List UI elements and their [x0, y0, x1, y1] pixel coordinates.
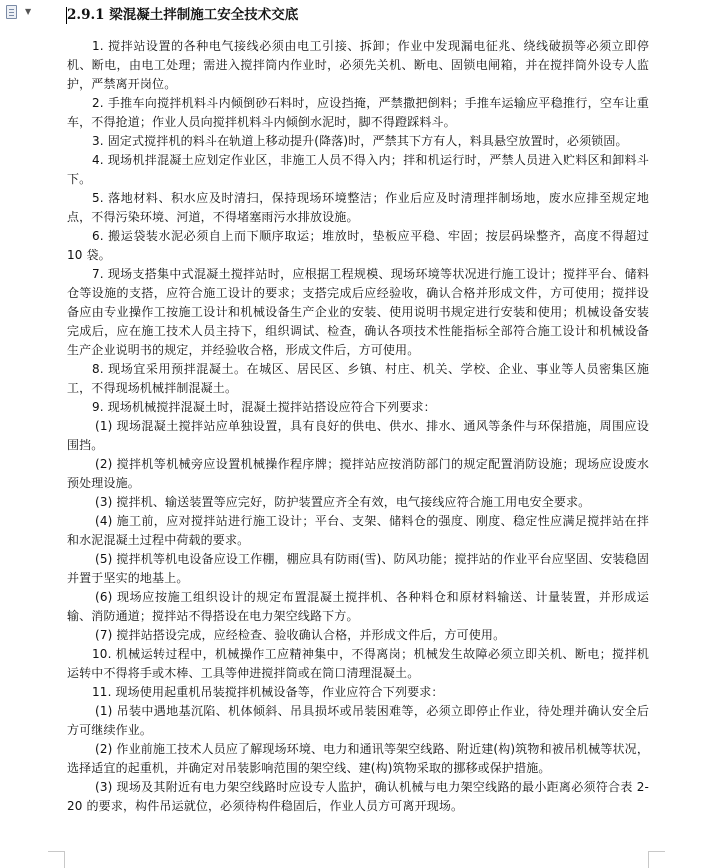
numbered-paragraph: 6. 搬运袋装水泥必须自上而下顺序取运；堆放时，垫板应平稳、牢固；按层码垛整齐，高度不得超过 10 袋。 [67, 229, 649, 262]
paragraph-list [67, 37, 649, 816]
sub-item-paragraph: (5) 搅拌机等机电设备应设工作棚，棚应具有防雨(雪)、防风功能；搅拌站的作业平台应坚固、安装稳固并置于坚实的地基上。 [67, 552, 649, 585]
numbered-paragraph: 11. 现场使用起重机吊装搅拌机械设备等，作业应符合下列要求： [92, 685, 444, 699]
sub-item-paragraph: (2) 搅拌机等机械旁应设置机械操作程序牌；搅拌站应按消防部门的规定配置消防设施；现场应设废水预处理设施。 [67, 457, 649, 490]
document-body [67, 6, 649, 816]
chevron-down-icon[interactable]: ▼ [25, 7, 32, 16]
sub-item-paragraph: (3) 搅拌机、输送装置等应完好，防护装置应齐全有效，电气接线应符合施工用电安全要求。 [95, 495, 591, 509]
sub-item-paragraph: (3) 现场及其附近有电力架空线路时应设专人监护，确认机械与电力架空线路的最小距离必须符合表 2-20 的要求，构件吊运就位，必须待构件稳固后，作业人员方可离开现场。 [67, 780, 649, 813]
numbered-paragraph: 10. 机械运转过程中，机械操作工应精神集中，不得离岗；机械发生故障必须立即关机、断电；搅拌机运转中不得将手或木棒、工具等伸进搅拌筒或在筒口清理混凝土。 [67, 647, 649, 680]
numbered-paragraph: 9. 现场机械搅拌混凝土时，混凝土搅拌站搭设应符合下列要求： [92, 400, 436, 414]
numbered-paragraph: 8. 现场宜采用预拌混凝土。在城区、居民区、乡镇、村庄、机关、学校、企业、事业等人员密集区施工，不得现场机械拌制混凝土。 [67, 362, 649, 395]
sub-item-paragraph: (1) 吊装中遇地基沉陷、机体倾斜、吊具损坏或吊装困难等，必须立即停止作业，待处理并确认安全后方可继续作业。 [67, 704, 649, 737]
sub-item-paragraph: (4) 施工前，应对搅拌站进行施工设计；平台、支架、储料仓的强度、刚度、稳定性应满足搅拌站在拌和水泥混凝土过程中荷载的要求。 [67, 514, 649, 547]
numbered-paragraph: 2. 手推车向搅拌机料斗内倾倒砂石料时，应设挡掩，严禁撒把倒料；手推车运输应平稳推行，空车让重车，不得抢道；作业人员向搅拌机料斗内倾倒水泥时，脚不得蹬踩料斗。 [67, 96, 649, 129]
section-heading: 2.9.1 梁混凝土拌制施工安全技术交底 [67, 7, 299, 23]
sub-item-paragraph: (2) 作业前施工技术人员应了解现场环境、电力和通讯等架空线路、附近建(构)筑物和被吊机械等状况，选择适宜的起重机，并确定对吊装影响范围的架空线、建(构)筑物采取的挪移或保护措施。 [67, 742, 649, 775]
numbered-paragraph: 4. 现场机拌混凝土应划定作业区，非施工人员不得入内；拌和机运行时，严禁人员进入贮料区和卸料斗下。 [67, 153, 649, 186]
numbered-paragraph: 7. 现场支搭集中式混凝土搅拌站时，应根据工程规模、现场环境等状况进行施工设计；搅拌平台、储料仓等设施的支搭，应符合施工设计的要求；支搭完成后应经验收，确认合格并形成文件，方可使用；搅拌设备应由专业操作工按施工设计和机械设备生产企业的安装、使用说明书规定进行安装和使用；机械设备安装完成后，应在施工技术人员主持下，组织调试、检查，确认各项技术性能指标全部符合施工设计和机械设备生产企业说明书的规定，并经验收合格，形成文件后，方可使用。 [67, 267, 649, 357]
page-corner-marker-left [48, 851, 65, 868]
sub-item-paragraph: (6) 现场应按施工组织设计的规定布置混凝土搅拌机、各种料仓和原材料输送、计量装置，并形成运输、消防通道；搅拌站不得搭设在电力架空线路下方。 [67, 590, 649, 623]
numbered-paragraph: 3. 固定式搅拌机的料斗在轨道上移动提升(降落)时，严禁其下方有人，料具悬空放置时，必须锁固。 [92, 134, 628, 148]
numbered-paragraph: 1. 搅拌站设置的各种电气接线必须由电工引接、拆卸；作业中发现漏电征兆、绕线破损等必须立即停机、断电，由电工处理；需进入搅拌筒内作业时，必须先关机、断电、固锁电闸箱，并在搅拌筒外设专人监护，严禁离开岗位。 [67, 39, 649, 91]
page-corner-marker-right [648, 851, 665, 868]
sub-item-paragraph: (1) 现场混凝土搅拌站应单独设置，具有良好的供电、供水、排水、通风等条件与环保措施，周围应设围挡。 [67, 419, 649, 452]
document-outline-icon[interactable] [6, 5, 17, 19]
numbered-paragraph: 5. 落地材料、积水应及时清扫，保持现场环境整洁；作业后应及时清理拌制场地，废水应排至规定地点，不得污染环境、河道，不得堵塞雨污水排放设施。 [67, 191, 649, 224]
sub-item-paragraph: (7) 搅拌站搭设完成，应经检查、验收确认合格，并形成文件后，方可使用。 [95, 628, 506, 642]
